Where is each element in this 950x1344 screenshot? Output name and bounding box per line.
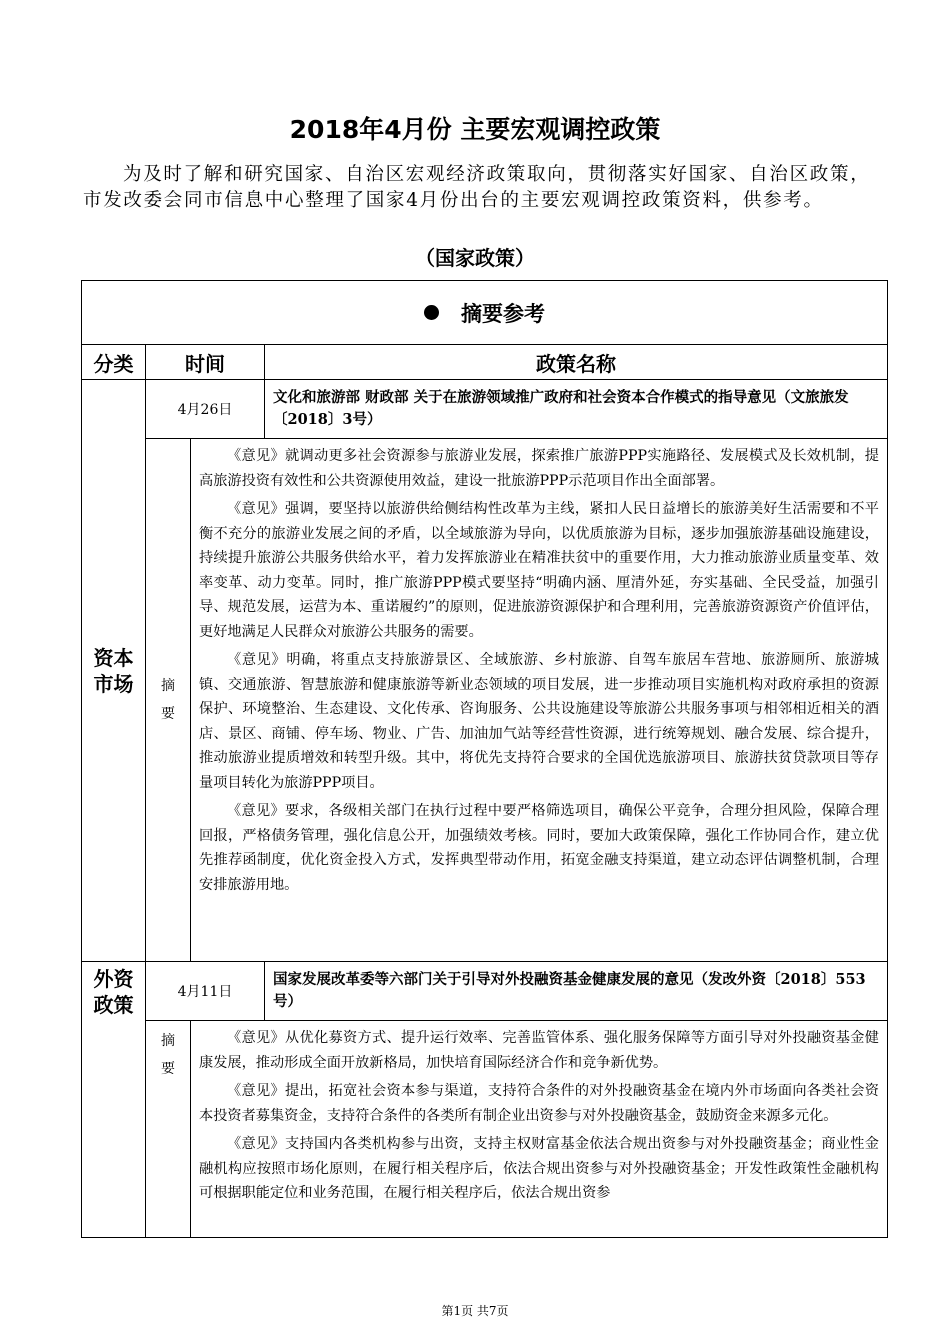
header-policy-name: 政策名称 xyxy=(265,345,888,380)
summary-paragraph: 《意见》要求，各级相关部门在执行过程中要严格筛选项目，确保公平竞争，合理分担风险，保障合理回报，严格债务管理，强化信息公开，加强绩效考核。同时，要加大政策保障，强化工作协同合作，建立优先推荐函制度，优化资金投入方式，发挥典型带动作用，拓宽金融支持渠道，建立动态评估调整机制，合理安排旅游用地。 xyxy=(199,803,879,893)
section-heading: （国家政策） xyxy=(415,246,535,270)
policy-table xyxy=(81,280,888,1238)
summary-body xyxy=(191,439,888,962)
header-time: 时间 xyxy=(146,345,265,380)
intro-paragraph: 为及时了解和研究国家、自治区宏观经济政策取向，贯彻落实好国家、自治区政策，市发改委会同市信息中心整理了国家4月份出台的主要宏观调控政策资料，供参考。 xyxy=(83,164,871,211)
summary-label-cell xyxy=(146,439,191,962)
summary-label: 摘要 xyxy=(161,678,175,722)
category-cell xyxy=(82,962,146,1238)
category-label: 资本市场 xyxy=(93,645,134,696)
summary-paragraph: 《意见》强调，要坚持以旅游供给侧结构性改革为主线，紧扣人民日益增长的旅游美好生活需要和不平衡不充分的旅游业发展之间的矛盾，以全域旅游为导向，以优质旅游为目标，逐步加强旅游基础设施建设，持续提升旅游公共服务供给水平，着力发挥旅游业在精准扶贫中的重要作用，大力推动旅游业质量变革、效率变革、动力变革。同时，推广旅游PPP模式要坚持“明确内涵、厘清外延，夯实基础、全民受益，加强引导、规范发展，运营为本、重诺履约”的原则，促进旅游资源保护和合理利用，完善旅游资源资产价值评估，更好地满足人民群众对旅游公共服务的需要。 xyxy=(199,501,879,640)
summary-label-cell xyxy=(146,1021,191,1238)
summary-paragraph: 《意见》支持国内各类机构参与出资，支持主权财富基金依法合规出资参与对外投融资基金；商业性金融机构应按照市场化原则，在履行相关程序后，依法合规出资参与对外投融资基金；开发性政策性金融机构可根据职能定位和业务范围，在履行相关程序后，依法合规出资参 xyxy=(199,1136,879,1201)
summary-label: 摘要 xyxy=(161,1033,175,1077)
category-cell xyxy=(82,380,146,962)
summary-paragraph: 《意见》提出，拓宽社会资本参与渠道，支持符合条件的对外投融资基金在境内外市场面向各类社会资本投资者募集资金，支持符合条件的各类所有制企业出资参与对外投融资基金，鼓励资金来源多元化。 xyxy=(199,1083,879,1124)
summary-body xyxy=(191,1021,888,1238)
bullet-icon xyxy=(424,305,439,320)
banner-cell xyxy=(82,281,888,345)
category-label: 外资政策 xyxy=(93,967,134,1017)
summary-paragraph: 《意见》就调动更多社会资源参与旅游业发展，探索推广旅游PPP实施路径、发展模式及长效机制，提高旅游投资有效性和公共资源使用效益，建设一批旅游PPP示范项目作出全面部署。 xyxy=(199,448,879,489)
banner-label: 摘要参考 xyxy=(461,301,545,326)
summary-paragraph: 《意见》明确，将重点支持旅游景区、全域旅游、乡村旅游、自驾车旅居车营地、旅游厕所、旅游城镇、交通旅游、智慧旅游和健康旅游等新业态领域的项目发展，进一步推动项目实施机构对政府承担的资源保护、环境整治、生态建设、文化传承、咨询服务、公共设施建设等旅游公共服务事项与相邻相近相关的酒店、景区、商铺、停车场、物业、广告、加油加气站等经营性资源，进行统筹规划、融合发展、综合提升，推动旅游业提质增效和转型升级。其中，将优先支持符合要求的全国优选旅游项目、旅游扶贫贷款项目等存量项目转化为旅游PPP项目。 xyxy=(199,652,879,791)
page-footer: 第1页 共7页 xyxy=(441,1304,509,1318)
policy-name-cell: 文化和旅游部 财政部 关于在旅游领域推广政府和社会资本合作模式的指导意见（文旅旅发〔2018〕3号） xyxy=(265,380,888,439)
page-title: 2018年4月份 主要宏观调控政策 xyxy=(289,115,661,144)
policy-name-cell: 国家发展改革委等六部门关于引导对外投融资基金健康发展的意见（发改外资〔2018〕553号） xyxy=(265,962,888,1021)
header-category: 分类 xyxy=(82,345,146,380)
summary-paragraph: 《意见》从优化募资方式、提升运行效率、完善监管体系、强化服务保障等方面引导对外投融资基金健康发展，推动形成全面开放新格局，加快培育国际经济合作和竞争新优势。 xyxy=(199,1030,879,1071)
date-cell: 4月11日 xyxy=(146,962,265,1021)
date-cell: 4月26日 xyxy=(146,380,265,439)
